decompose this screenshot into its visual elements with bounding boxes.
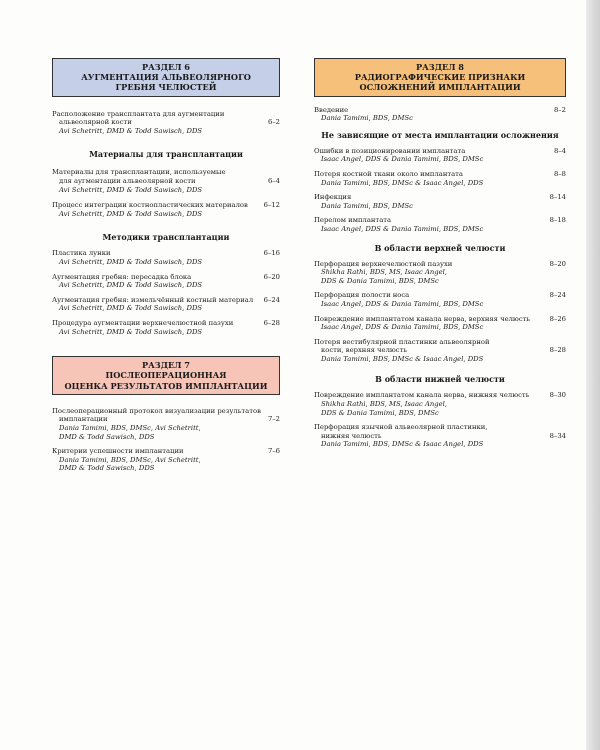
entry-authors: Avi Schetritt, DMD & Todd Sawisch, DDS <box>59 304 203 313</box>
entry-page: 8–28 <box>549 346 566 355</box>
entry-authors: Shikha Rathi, BDS, MS, Isaac Angel, <box>321 400 447 409</box>
entry-page: 8–30 <box>549 391 566 400</box>
entry-page: 6–24 <box>263 295 280 304</box>
entry-page: 6–4 <box>267 176 280 185</box>
toc-entry[interactable] <box>52 447 280 473</box>
entry-authors: Dania Tamimi, BDS, DMSc <box>321 201 413 210</box>
section-7-title-line2: ОЦЕНКА РЕЗУЛЬТАТОВ ИМПЛАНТАЦИИ <box>64 380 268 391</box>
entry-authors: Dania Tamimi, BDS, DMSc, Avi Schetritt, <box>59 423 201 432</box>
entry-authors-cont: DDS & Dania Tamimi, BDS, DMSc <box>321 408 439 417</box>
entry-authors: Avi Schetritt, DMD & Todd Sawisch, DDS <box>59 126 203 135</box>
entry-title-cont: имплантации <box>59 415 108 424</box>
toc-entry[interactable] <box>314 193 566 210</box>
entry-page: 8–18 <box>549 216 566 225</box>
entry-page: 8–2 <box>553 105 566 114</box>
toc-entry[interactable] <box>314 216 566 233</box>
entry-title: Критерии успешности имплантации <box>52 447 184 456</box>
entry-authors: Avi Schetritt, DMD & Todd Sawisch, DDS <box>59 209 203 218</box>
entry-title: Перфорация верхнечелюстной пазухи <box>314 259 453 268</box>
entry-authors-cont: DMD & Todd Sawisch, DDS <box>59 432 155 441</box>
entry-title: Перфорация полости носа <box>314 291 410 300</box>
entry-authors: Dania Tamimi, BDS, DMSc & Isaac Angel, DDS <box>321 178 484 187</box>
toc-entry[interactable] <box>314 106 566 123</box>
toc-entry[interactable] <box>314 423 566 449</box>
subsection-heading-upper-jaw: В области верхней челюсти <box>374 242 506 253</box>
toc-entry[interactable] <box>314 147 566 164</box>
toc-entry[interactable] <box>52 296 280 313</box>
toc-entry[interactable] <box>314 291 566 308</box>
section-7-header <box>52 356 280 395</box>
entry-title: Потеря вестибулярной пластинки альвеолярной <box>314 337 490 346</box>
entry-page: 8–14 <box>549 193 566 202</box>
entry-page: 8–20 <box>549 259 566 268</box>
entry-title: Процедура аугментации верхнечелюстной пазухи <box>52 318 234 327</box>
entry-page: 8–24 <box>549 291 566 300</box>
entry-title: Перелом имплантата <box>314 216 392 225</box>
entry-authors-cont: DDS & Dania Tamimi, BDS, DMSc <box>321 276 439 285</box>
entry-title-cont: альвеолярной кости <box>59 118 132 127</box>
section-7-number: РАЗДЕЛ 7 <box>141 360 191 371</box>
entry-title: Процесс интеграции костнопластических материалов <box>52 201 248 210</box>
entry-page: 8–34 <box>549 431 566 440</box>
section-8-title-line2: ОСЛОЖНЕНИЙ ИМПЛАНТАЦИИ <box>359 82 521 93</box>
entry-title: Ошибки в позиционировании имплантата <box>314 146 466 155</box>
toc-entry[interactable] <box>314 170 566 187</box>
entry-title: Аугментация гребня: измельчённый костный материал <box>52 295 254 304</box>
section-7-title-line1: ПОСЛЕОПЕРАЦИОННАЯ <box>105 370 227 381</box>
toc-entry[interactable] <box>314 391 566 417</box>
entry-page: 7–6 <box>267 447 280 456</box>
subsection-heading-general: Не зависящие от места имплантации осложнения <box>321 129 559 140</box>
entry-authors: Avi Schetritt, DMD & Todd Sawisch, DDS <box>59 327 203 336</box>
entry-title: Повреждение имплантатом канала нерва, нижняя челюсть <box>314 391 530 400</box>
entry-page: 6–28 <box>263 318 280 327</box>
toc-entry[interactable] <box>314 260 566 286</box>
entry-authors: Avi Schetritt, DMD & Todd Sawisch, DDS <box>59 257 203 266</box>
entry-authors: Isaac Angel, DDS & Dania Tamimi, BDS, DMSc <box>321 224 484 233</box>
entry-page: 6–12 <box>263 201 280 210</box>
section-8-title-line1: РАДИОГРАФИЧЕСКИЕ ПРИЗНАКИ <box>354 72 526 83</box>
entry-authors: Shikha Rathi, BDS, MS, Isaac Angel, <box>321 268 447 277</box>
entry-authors: Dania Tamimi, BDS, DMSc & Isaac Angel, DDS <box>321 440 484 449</box>
page-edge-shadow <box>586 0 600 750</box>
right-column <box>314 58 566 449</box>
entry-title: Материалы для трансплантации, используемые <box>52 168 226 177</box>
entry-title: Расположение трансплантата для аугментации <box>52 109 225 118</box>
toc-entry[interactable] <box>314 338 566 364</box>
entry-title: Инфекция <box>314 193 352 202</box>
entry-page: 7–2 <box>267 415 280 424</box>
entry-title-cont: для аугментации альвеолярной кости <box>59 176 196 185</box>
entry-page: 8–8 <box>553 169 566 178</box>
section-6-title-line2: ГРЕБНЯ ЧЕЛЮСТЕЙ <box>115 82 217 93</box>
subsection-heading-materials: Материалы для трансплантации <box>89 149 243 160</box>
entry-authors-cont: DMD & Todd Sawisch, DDS <box>59 464 155 473</box>
left-column <box>52 58 280 473</box>
entry-page: 6–2 <box>267 118 280 127</box>
section-6-title-line1: АУГМЕНТАЦИЯ АЛЬВЕОЛЯРНОГО <box>81 72 251 83</box>
toc-entry[interactable] <box>52 249 280 266</box>
entry-title: Послеоперационный протокол визуализации результатов <box>52 406 261 415</box>
entry-title: Аугментация гребня: пересадка блока <box>52 272 192 281</box>
section-6-number: РАЗДЕЛ 6 <box>141 62 191 72</box>
section-6-header <box>52 58 280 97</box>
subsection-heading-methods: Методики трансплантации <box>102 232 230 243</box>
entry-title: Введение <box>314 105 349 114</box>
toc-entry[interactable] <box>314 315 566 332</box>
toc-entry[interactable] <box>52 273 280 290</box>
entry-authors: Dania Tamimi, BDS, DMSc & Isaac Angel, DDS <box>321 354 484 363</box>
entry-page: 8–4 <box>553 146 566 155</box>
entry-title: Повреждение имплантатом канала нерва, верхняя челюсть <box>314 314 531 323</box>
entry-page: 6–16 <box>263 249 280 258</box>
entry-title: Потеря костной ткани около имплантата <box>314 169 463 178</box>
entry-title: Пластика лунки <box>52 249 111 258</box>
entry-title: Перфорация язычной альвеолярной пластинки, <box>314 423 488 432</box>
section-8-header <box>314 58 566 97</box>
entry-title-cont: кости, верхняя челюсть <box>321 346 408 355</box>
toc-entry[interactable] <box>52 110 280 136</box>
subsection-heading-lower-jaw: В области нижней челюсти <box>375 374 505 385</box>
toc-entry[interactable] <box>52 407 280 441</box>
entry-title-cont: нижняя челюсть <box>321 431 382 440</box>
entry-authors: Dania Tamimi, BDS, DMSc <box>321 114 413 123</box>
entry-page: 8–26 <box>549 314 566 323</box>
toc-entry[interactable] <box>52 201 280 218</box>
entry-page: 6–20 <box>263 272 280 281</box>
entry-authors: Isaac Angel, DDS & Dania Tamimi, BDS, DMSc <box>321 299 484 308</box>
section-8-number: РАЗДЕЛ 8 <box>415 62 465 72</box>
entry-authors: Avi Schetritt, DMD & Todd Sawisch, DDS <box>59 281 203 290</box>
entry-authors: Avi Schetritt, DMD & Todd Sawisch, DDS <box>59 185 203 194</box>
entry-authors: Dania Tamimi, BDS, DMSc, Avi Schetritt, <box>59 455 201 464</box>
entry-authors: Isaac Angel, DDS & Dania Tamimi, BDS, DMSc <box>321 323 484 332</box>
toc-entry[interactable] <box>52 319 280 336</box>
toc-entry[interactable] <box>52 168 280 194</box>
entry-authors: Isaac Angel, DDS & Dania Tamimi, BDS, DMSc <box>321 155 484 164</box>
